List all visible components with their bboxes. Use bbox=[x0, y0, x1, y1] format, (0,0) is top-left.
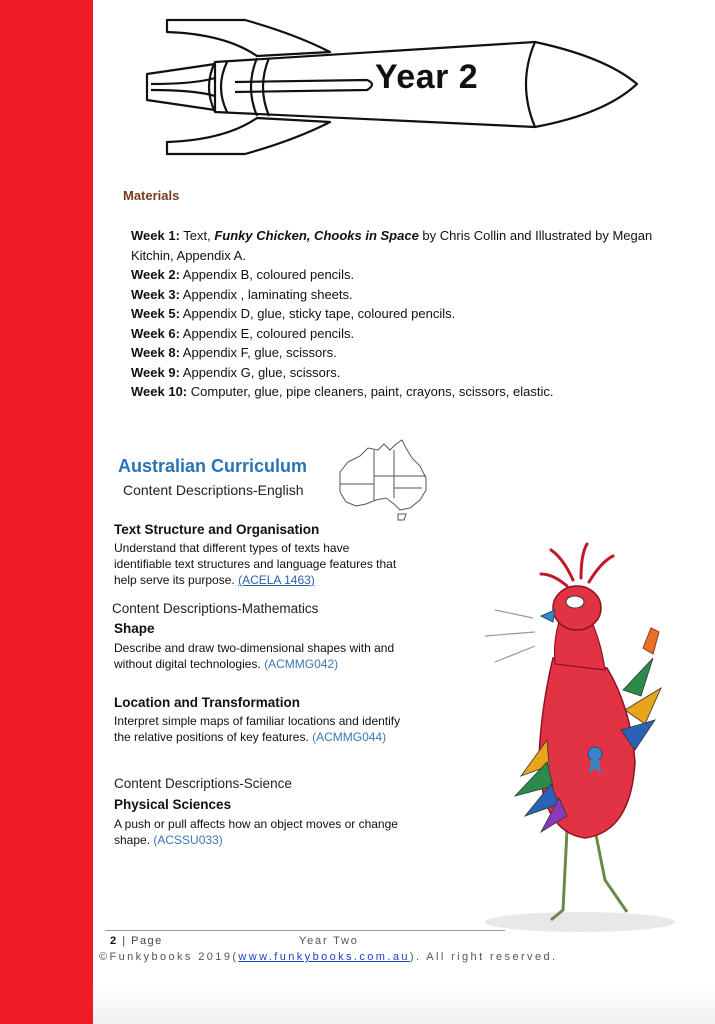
footer-page-number: 2 | Page bbox=[110, 935, 163, 947]
funky-chicken-illustration bbox=[455, 540, 680, 935]
english-topic-text: Understand that different types of texts have identifiable text structures and language features that help serve its purpose. (ACELA 1463) bbox=[114, 541, 397, 587]
shape-text: Describe and draw two-dimensional shapes with and without digital technologies. (ACMMG042) bbox=[114, 641, 395, 671]
location-title: Location and Transformation bbox=[114, 695, 301, 710]
materials-heading: Materials bbox=[123, 188, 180, 203]
english-label: Content Descriptions-English bbox=[123, 482, 304, 498]
physical-text: A push or pull affects how an object moves or change shape. (ACSSU033) bbox=[114, 817, 398, 847]
materials-item-week9: Week 9: Appendix G, glue, scissors. bbox=[131, 364, 341, 380]
acela-link[interactable]: (ACELA 1463) bbox=[238, 573, 315, 587]
math-label: Content Descriptions-Mathematics bbox=[112, 601, 319, 616]
science-label: Content Descriptions-Science bbox=[114, 776, 292, 791]
materials-list bbox=[131, 226, 676, 402]
page-title: Year 2 bbox=[375, 58, 479, 96]
materials-item-week3: Week 3: Appendix , laminating sheets. bbox=[131, 286, 353, 302]
materials-item-week10: Week 10: Computer, glue, pipe cleaners, paint, crayons, scissors, elastic. bbox=[131, 384, 554, 399]
acmmg044-code: (ACMMG044) bbox=[312, 730, 387, 744]
footer-copyright: ©Funkybooks 2019(www.funkybooks.com.au). All right reserved. bbox=[99, 951, 558, 963]
physical-title: Physical Sciences bbox=[114, 797, 232, 812]
materials-item-week2: Week 2: Appendix B, coloured pencils. bbox=[131, 267, 355, 282]
footer-rule bbox=[105, 930, 505, 931]
website-link[interactable]: www.funkybooks.com.au bbox=[238, 951, 410, 963]
australia-map-icon bbox=[338, 438, 430, 522]
english-topic-title: Text Structure and Organisation bbox=[114, 522, 320, 537]
footer-section-label: Year Two bbox=[299, 935, 359, 947]
curriculum-heading: Australian Curriculum bbox=[118, 456, 308, 476]
materials-item-week6: Week 6: Appendix E, coloured pencils. bbox=[131, 325, 355, 341]
acmmg042-code: (ACMMG042) bbox=[264, 657, 339, 671]
acssu033-code: (ACSSU033) bbox=[153, 833, 223, 847]
materials-item-week5: Week 5: Appendix D, glue, sticky tape, coloured pencils. bbox=[131, 306, 456, 321]
materials-item-week8: Week 8: Appendix F, glue, scissors. bbox=[131, 345, 337, 360]
shape-title: Shape bbox=[114, 621, 155, 636]
bottom-shade bbox=[93, 985, 715, 1024]
book-title: Funky Chicken, Chooks in Space bbox=[214, 228, 419, 243]
side-red-bar bbox=[0, 0, 93, 1024]
materials-item-week1: Week 1: Text, Funky Chicken, Chooks in Space by Chris Collin and Illustrated by Megan Kitchin, Appendix A. bbox=[131, 228, 653, 263]
location-text: Interpret simple maps of familiar locations and identify the relative positions of key features. (ACMMG044) bbox=[114, 714, 401, 744]
